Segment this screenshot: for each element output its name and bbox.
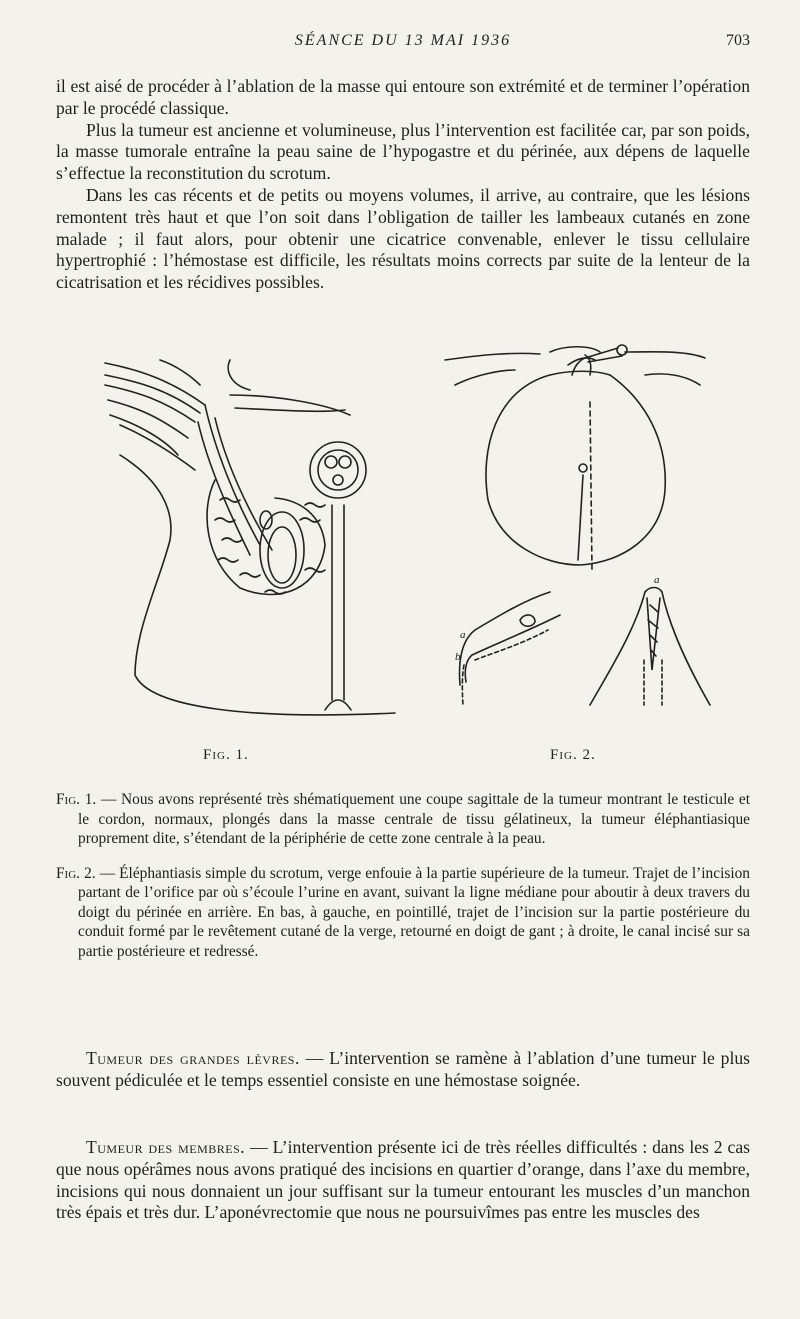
caption-figure-1-lead: Fig. 1. [56, 791, 97, 808]
section-2-title: Tumeur des membres. [86, 1137, 246, 1157]
body-text [56, 76, 750, 294]
caption-figure-2-text: — Éléphantiasis simple du scrotum, verge enfouie à la partie supérieure de la tumeur. Trajet de l’incision partant de l’orifice par où s’écoule l’urine en avant, suivant la ligne médiane pour aboutir à deux travers du doigt du périnée en arrière. En bas, à gauche, en pointillé, trajet de l’incision sur la partie postérieure du conduit formé par le revêtement cutané de la verge, retourné en doigt de gant ; à droite, le canal incisé sur sa partie postérieure et redressé. [78, 864, 750, 960]
caption-figure-1-text: — Nous avons représenté très shématiquement une coupe sagittale de la tumeur montrant le testicule et le cordon, normaux, plongés dans la masse centrale de tissu gélatineux, la tumeur éléphantiasique proprement dite, s’étendant de la périphérie de cette zone centrale à la peau. [78, 791, 751, 847]
figure-1-drawing [0, 330, 400, 730]
section-membres [56, 1137, 750, 1224]
figure-captions [56, 790, 750, 976]
fig2-marker-b-left: b [455, 651, 461, 663]
caption-figure-2 [56, 864, 750, 962]
section-grandes-levres [56, 1048, 750, 1092]
figure-2-drawing [400, 330, 800, 730]
caption-figure-1 [56, 790, 750, 849]
paragraph-2: Plus la tumeur est ancienne et volumineuse, plus l’intervention est facilitée car, par son poids, la masse tumorale entraîne la peau saine de l’hypogastre et du périnée, aux dépens de laquelle s’effectue la reconstitution du scrotum. [56, 119, 750, 184]
fig2-marker-a-top: a [654, 574, 660, 586]
figure-1-label: Fig. 1. [203, 747, 249, 763]
figure-2-label: Fig. 2. [550, 747, 596, 763]
paragraph-1: il est aisé de procéder à l’ablation de la masse qui entoure son extrémité et de terminer l’opération par le procédé classique. [56, 76, 750, 118]
section-2-paragraph [56, 1137, 750, 1224]
section-1-text: — L’intervention se ramène à l’ablation d’une tumeur le plus souvent pédiculée et le temps essentiel consiste en une hémostase soignée. [56, 1048, 750, 1090]
paragraph-3: Dans les cas récents et de petits ou moyens volumes, il arrive, au contraire, que les lésions remontent très haut et que l’on soit dans l’obligation de tailler les lambeaux cutanés en zone malade ; il faut alors, pour obtenir une cicatrice convenable, enlever le tissu cellulaire hypertrophié : l’hémostase est difficile, les résultats moins corrects par suite de la lenteur de la cicatrisation et les récidives possibles. [56, 184, 750, 293]
page-number: 703 [726, 32, 750, 49]
section-2-text: — L’intervention présente ici de très réelles difficultés : dans les 2 cas que nous opérâmes nous avons pratiqué des incisions en quartier d’orange, dans l’axe du membre, incisions qui nous donnaient un jour suffisant sur la tumeur entourant les muscles d’un manchon très épais et très dur. L’aponévrectomie que nous ne poursuivîmes pas entre les muscles des [56, 1137, 750, 1223]
figures-area [0, 330, 800, 770]
section-1-paragraph [56, 1048, 750, 1092]
section-1-title: Tumeur des grandes lèvres. [86, 1048, 300, 1068]
caption-figure-2-lead: Fig. 2. [56, 864, 96, 882]
page-header [56, 32, 750, 54]
fig2-marker-a-left: a [460, 629, 466, 641]
running-title: SÉANCE DU 13 MAI 1936 [294, 32, 512, 49]
